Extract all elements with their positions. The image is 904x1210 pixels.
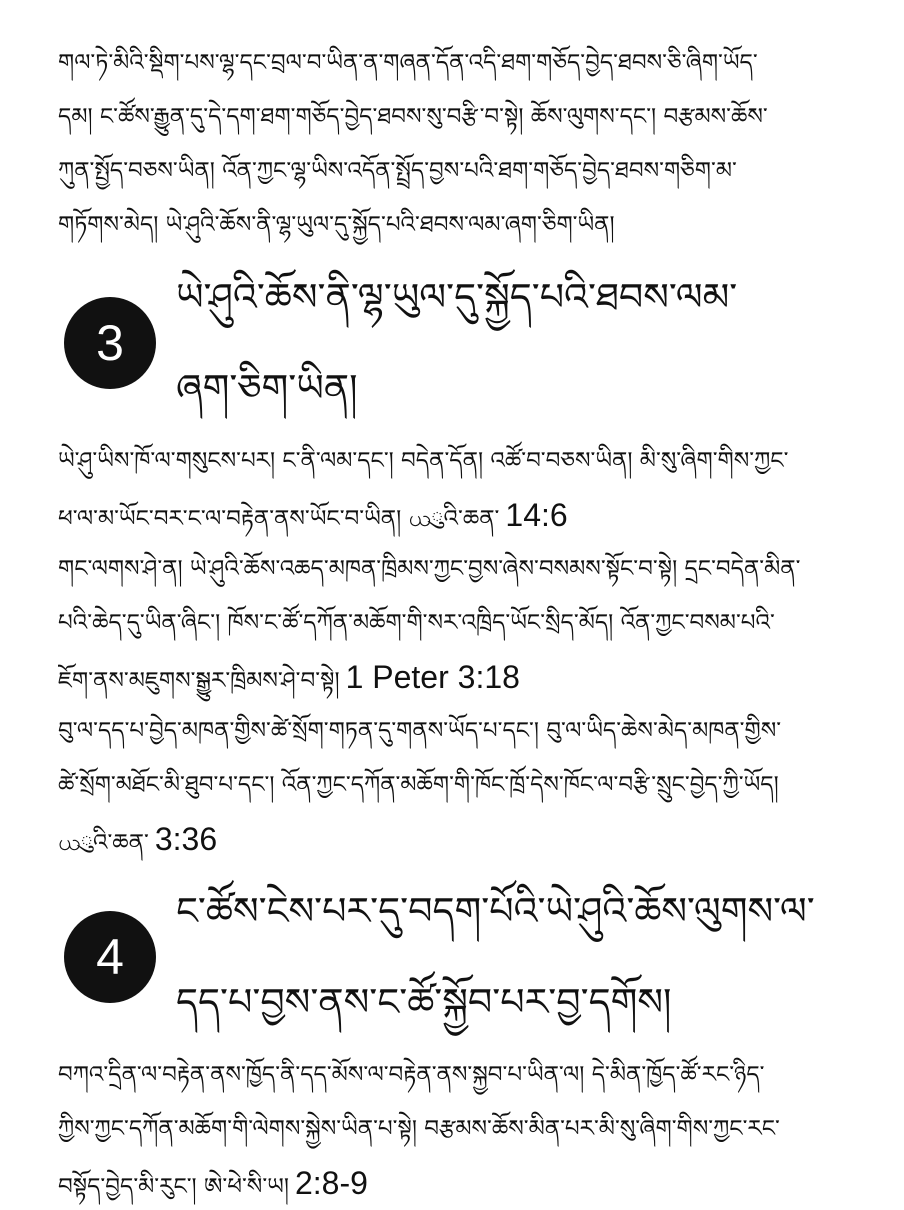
intro-line: དམ། ང་ཚོས་རྒྱུན་དུ་དེ་དག་ཐག་གཅོད་བྱེད་ཐབས་སུ་བརྩི་བ་སྟེ། ཆོས་ལུགས་དང་། བརྩམས་ཆོས་ bbox=[58, 104, 768, 130]
paragraph-line: པའི་ཆེད་དུ་ཡིན་ཞིང་། ཁོས་ང་ཚོ་དཀོན་མཆོག་གི་སར་འཁྲིད་ཡོང་སྲིད་མོད། འོན་ཀྱང་བསམ་པའི་ bbox=[58, 610, 775, 636]
scripture-reference: 14:6 bbox=[505, 497, 568, 533]
paragraph-line bbox=[58, 650, 858, 704]
paragraph-text: ယུའི་ཆན་ bbox=[58, 830, 149, 856]
intro-line: ཀུན་སྤྱོད་བཅས་ཡིན། འོན་ཀྱང་ལྷ་ཡིས་འདོན་སྤྲོད་བྱས་པའི་ཐག་གཅོད་བྱེད་ཐབས་གཅིག་མ་ bbox=[58, 158, 737, 184]
section-title-line: ང་ཚོས་ངེས་པར་དུ་བདག་པོའི་ཡེ་ཤུའི་ཆོས་ལུགས་ལ་ bbox=[176, 889, 815, 933]
section-3-heading bbox=[58, 252, 858, 434]
intro-line: གཏོགས་མེད། ཡེ་ཤུའི་ཆོས་ནི་ལྷ་ཡུལ་དུ་སྐྱོད་པའི་ཐབས་ལམ་ཞག་ཅིག་ཡིན། bbox=[58, 212, 615, 238]
section-3-paragraph-3 bbox=[58, 704, 858, 866]
paragraph-line: བུ་ལ་དད་པ་བྱེད་མཁན་གྱིས་ཚེ་སྲོག་གཏན་དུ་གནས་ཡོད་པ་དང་། བུ་ལ་ཡིད་ཆེས་མེད་མཁན་གྱིས་ bbox=[58, 718, 782, 744]
intro-paragraph bbox=[58, 36, 858, 252]
paragraph-line bbox=[58, 812, 858, 866]
section-title-line: དད་པ་བྱས་ནས་ང་ཚོ་སྐྱོབ་པར་བྱ་དགོས། bbox=[176, 980, 672, 1024]
section-3-paragraph-2 bbox=[58, 542, 858, 704]
paragraph-text: ཕ་ལ་མ་ཡོང་བར་ང་ལ་བརྟེན་ནས་ཡོང་བ་ཡིན། ယུའི་ཆན་ bbox=[58, 506, 500, 532]
section-4-paragraph-1 bbox=[58, 1048, 858, 1210]
section-number-badge: 4 bbox=[64, 911, 156, 1003]
intro-line: གལ་ཏེ་མིའི་སྡིག་པས་ལྷ་དང་བྲལ་བ་ཡིན་ན་གཞན་དོན་འདི་ཐག་གཅོད་བྱེད་ཐབས་ཅི་ཞིག་ཡོད་ bbox=[58, 50, 758, 76]
section-number-badge: 3 bbox=[64, 297, 156, 389]
paragraph-line: ཚེ་སྲོག་མཐོང་མི་ཐུབ་པ་དང་། འོན་ཀྱང་དཀོན་མཆོག་གི་ཁོང་ཁྲོ་དེས་ཁོང་ལ་བརྩི་སྲུང་བྱེད་ཀྱི་ཡོད། bbox=[58, 772, 779, 798]
scripture-reference: 1 Peter 3:18 bbox=[345, 659, 520, 695]
paragraph-line: གང་ལགས་ཤེ་ན། ཡེ་ཤུའི་ཆོས་འཆད་མཁན་ཁྲིམས་ཀྱང་བྱས་ཞེས་བསམས་སྟོང་བ་སྟེ། དྲང་བདེན་མིན་ bbox=[58, 556, 801, 582]
scripture-reference: 3:36 bbox=[154, 821, 218, 857]
section-4-title bbox=[176, 866, 856, 1048]
scripture-reference: 2:8-9 bbox=[294, 1165, 368, 1201]
paragraph-line: ཡེ་ཤུ་ཡིས་ཁོ་ལ་གསུངས་པར། ང་ནི་ལམ་དང་། བདེན་དོན། འཚོ་བ་བཅས་ཡིན། མི་སུ་ཞིག་གིས་ཀྱང་ bbox=[58, 448, 789, 474]
paragraph-text: བསྟོད་བྱེད་མི་རུང་། ཨེ་ཕེ་སི་ཡ། bbox=[58, 1174, 289, 1200]
paragraph-line bbox=[58, 488, 858, 542]
paragraph-line bbox=[58, 1156, 858, 1210]
paragraph-line: བཀའ་དྲིན་ལ་བརྟེན་ནས་ཁྱོད་ནི་དད་མོས་ལ་བརྟེན་ནས་སྐྱབ་པ་ཡིན་ལ། དེ་མིན་ཁྱོད་ཚོ་རང་ཉིད་ bbox=[58, 1062, 765, 1088]
section-title-line: ཞག་ཅིག་ཡིན། bbox=[176, 366, 358, 410]
section-3-title bbox=[176, 252, 856, 434]
section-4-heading bbox=[58, 866, 858, 1048]
document-page bbox=[58, 36, 858, 1210]
paragraph-text: ཇོག་ནས་མཇུགས་སྒྱུར་ཁྲིམས་ཤེ་བ་སྟེ། bbox=[58, 668, 340, 694]
paragraph-line: ཀྱིས་ཀྱང་དཀོན་མཆོག་གི་ལེགས་སྐྱེས་ཡིན་པ་སྟེ། བརྩམས་ཆོས་མིན་པར་མི་སུ་ཞིག་གིས་ཀྱང་རང་ bbox=[58, 1116, 780, 1142]
section-title-line: ཡེ་ཤུའི་ཆོས་ནི་ལྷ་ཡུལ་དུ་སྐྱོད་པའི་ཐབས་ལམ་ bbox=[176, 275, 738, 319]
section-3-paragraph-1 bbox=[58, 434, 858, 542]
